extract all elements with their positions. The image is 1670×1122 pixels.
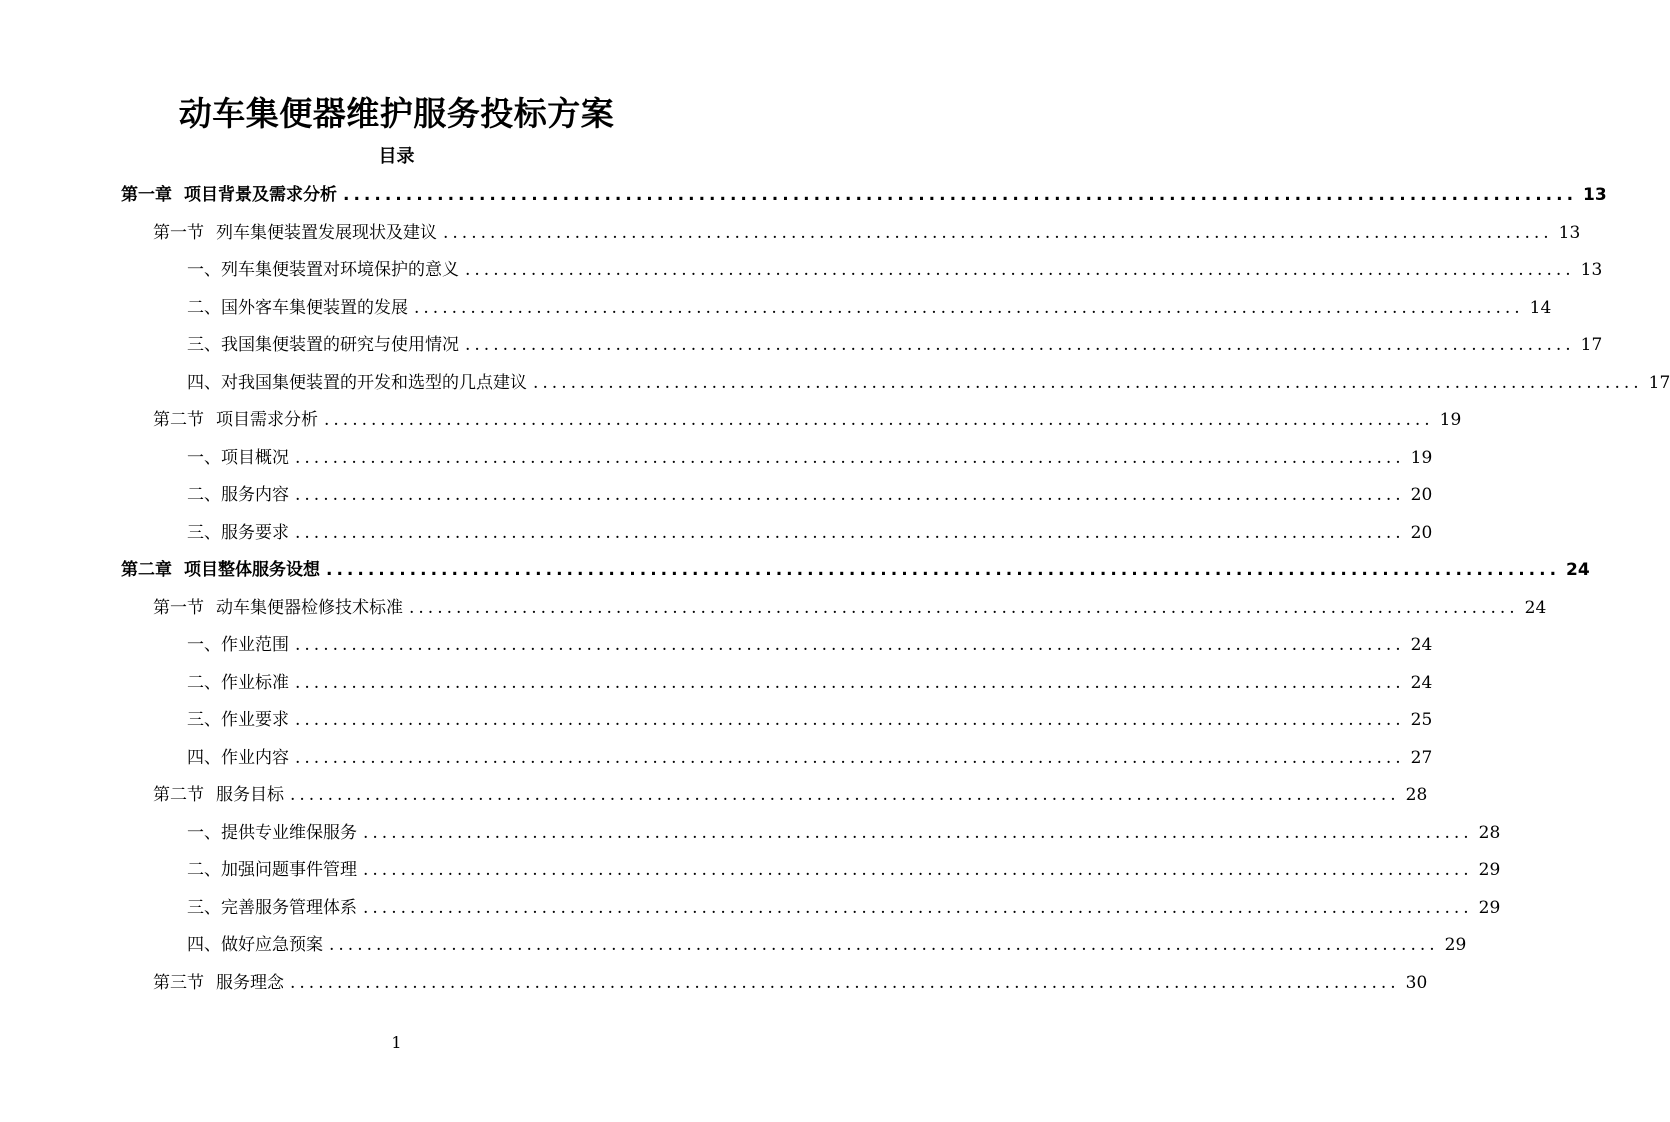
toc-entry[interactable]	[0, 665, 1433, 703]
toc-entry[interactable]	[0, 590, 1547, 628]
toc-page-number: 30	[1405, 972, 1428, 993]
toc-dot-leader: ......................................................................................................................	[326, 560, 1561, 580]
toc-entry-title: 二、加强问题事件管理	[187, 860, 357, 880]
toc-page-number: 25	[1410, 710, 1433, 730]
page-number: 1	[391, 1033, 402, 1052]
toc-entry-title: 二、作业标准	[187, 672, 289, 693]
toc-entry-number: 第二章	[121, 560, 172, 580]
toc-dot-leader: ......................................................................................................................	[295, 710, 1405, 730]
toc-page-number: 20	[1410, 522, 1433, 543]
toc-entry[interactable]	[0, 365, 1670, 403]
toc-entry[interactable]	[0, 252, 1603, 290]
toc-entry-title: 四、对我国集便装置的开发和选型的几点建议	[187, 372, 527, 393]
toc-dot-leader: ......................................................................................................................	[465, 335, 1575, 355]
toc-entry-title: 项目整体服务设想	[184, 560, 320, 580]
toc-entry[interactable]	[0, 215, 1581, 253]
toc-page-number: 24	[1410, 672, 1433, 693]
toc-dot-leader: ......................................................................................................................	[363, 897, 1473, 918]
toc-entry[interactable]	[0, 702, 1433, 740]
toc-page-number: 17	[1648, 372, 1670, 393]
table-of-contents	[0, 177, 1670, 1002]
toc-entry-number: 第三节	[153, 972, 204, 993]
toc-dot-leader: ......................................................................................................................	[324, 410, 1434, 430]
toc-entry-title: 一、列车集便装置对环境保护的意义	[187, 260, 459, 280]
toc-entry-title: 一、提供专业维保服务	[187, 822, 357, 843]
toc-entry-title: 项目需求分析	[216, 410, 318, 430]
toc-page-number: 19	[1410, 447, 1433, 468]
toc-page-number: 24	[1566, 560, 1590, 580]
toc-page-number: 24	[1524, 597, 1547, 618]
toc-dot-leader: ......................................................................................................................	[290, 972, 1400, 993]
toc-entry[interactable]	[0, 815, 1501, 853]
toc-entry-title: 二、国外客车集便装置的发展	[187, 297, 408, 318]
toc-entry[interactable]	[0, 515, 1433, 553]
toc-page-number: 13	[1583, 185, 1607, 205]
toc-entry[interactable]	[0, 740, 1433, 778]
toc-page-number: 24	[1410, 635, 1433, 655]
toc-page-number: 17	[1580, 335, 1603, 355]
toc-dot-leader: ......................................................................................................................	[295, 747, 1405, 768]
toc-page-number: 14	[1529, 297, 1552, 318]
toc-entry[interactable]	[0, 477, 1433, 515]
toc-dot-leader: ......................................................................................................................	[409, 597, 1519, 618]
toc-dot-leader: ......................................................................................................................	[363, 860, 1473, 880]
toc-dot-leader: ......................................................................................................................	[533, 372, 1643, 393]
toc-entry-title: 三、完善服务管理体系	[187, 897, 357, 918]
toc-entry-title: 三、我国集便装置的研究与使用情况	[187, 335, 459, 355]
toc-entry-title: 列车集便装置发展现状及建议	[216, 222, 437, 243]
toc-dot-leader: ......................................................................................................................	[290, 785, 1400, 805]
toc-page-number: 20	[1410, 485, 1433, 505]
toc-entry[interactable]	[0, 440, 1433, 478]
toc-entry-title: 三、作业要求	[187, 710, 289, 730]
toc-page-number: 29	[1478, 897, 1501, 918]
toc-dot-leader: ......................................................................................................................	[295, 672, 1405, 693]
toc-entry[interactable]	[0, 327, 1603, 365]
toc-entry[interactable]	[0, 965, 1428, 1003]
toc-page-number: 28	[1478, 822, 1501, 843]
toc-entry-title: 四、作业内容	[187, 747, 289, 768]
toc-page-number: 13	[1580, 260, 1603, 280]
toc-page-number: 29	[1444, 935, 1467, 955]
toc-entry-title: 一、项目概况	[187, 447, 289, 468]
toc-entry[interactable]	[0, 552, 1590, 590]
toc-entry-title: 服务理念	[216, 972, 284, 993]
toc-dot-leader: ......................................................................................................................	[343, 185, 1578, 205]
toc-entry-title: 四、做好应急预案	[187, 935, 323, 955]
toc-entry-title: 一、作业范围	[187, 635, 289, 655]
toc-dot-leader: ......................................................................................................................	[465, 260, 1575, 280]
toc-entry-title: 项目背景及需求分析	[184, 185, 337, 205]
toc-dot-leader: ......................................................................................................................	[329, 935, 1439, 955]
toc-heading: 目录	[378, 146, 415, 167]
toc-entry-number: 第二节	[153, 785, 204, 805]
toc-page-number: 27	[1410, 747, 1433, 768]
toc-dot-leader: ......................................................................................................................	[295, 635, 1405, 655]
toc-entry-number: 第一节	[153, 222, 204, 243]
toc-dot-leader: ......................................................................................................................	[295, 447, 1405, 468]
toc-entry-title: 动车集便器检修技术标准	[216, 597, 403, 618]
toc-entry[interactable]	[0, 627, 1433, 665]
toc-entry-title: 二、服务内容	[187, 485, 289, 505]
toc-page-number: 28	[1405, 785, 1428, 805]
toc-dot-leader: ......................................................................................................................	[295, 522, 1405, 543]
toc-entry[interactable]	[0, 177, 1607, 215]
toc-dot-leader: ......................................................................................................................	[363, 822, 1473, 843]
toc-entry[interactable]	[0, 402, 1462, 440]
toc-dot-leader: ......................................................................................................................	[414, 297, 1524, 318]
toc-entry-title: 三、服务要求	[187, 522, 289, 543]
toc-entry[interactable]	[0, 852, 1501, 890]
toc-dot-leader: ......................................................................................................................	[295, 485, 1405, 505]
toc-entry-number: 第一章	[121, 185, 172, 205]
toc-page-number: 29	[1478, 860, 1501, 880]
toc-page-number: 13	[1558, 222, 1581, 243]
toc-entry-title: 服务目标	[216, 785, 284, 805]
document-title: 动车集便器维护服务投标方案	[178, 94, 615, 133]
toc-entry[interactable]	[0, 290, 1552, 328]
toc-entry[interactable]	[0, 890, 1501, 928]
toc-entry-number: 第二节	[153, 410, 204, 430]
toc-dot-leader: ......................................................................................................................	[443, 222, 1553, 243]
toc-page-number: 19	[1439, 410, 1462, 430]
toc-entry[interactable]	[0, 777, 1428, 815]
toc-entry[interactable]	[0, 927, 1467, 965]
toc-entry-number: 第一节	[153, 597, 204, 618]
